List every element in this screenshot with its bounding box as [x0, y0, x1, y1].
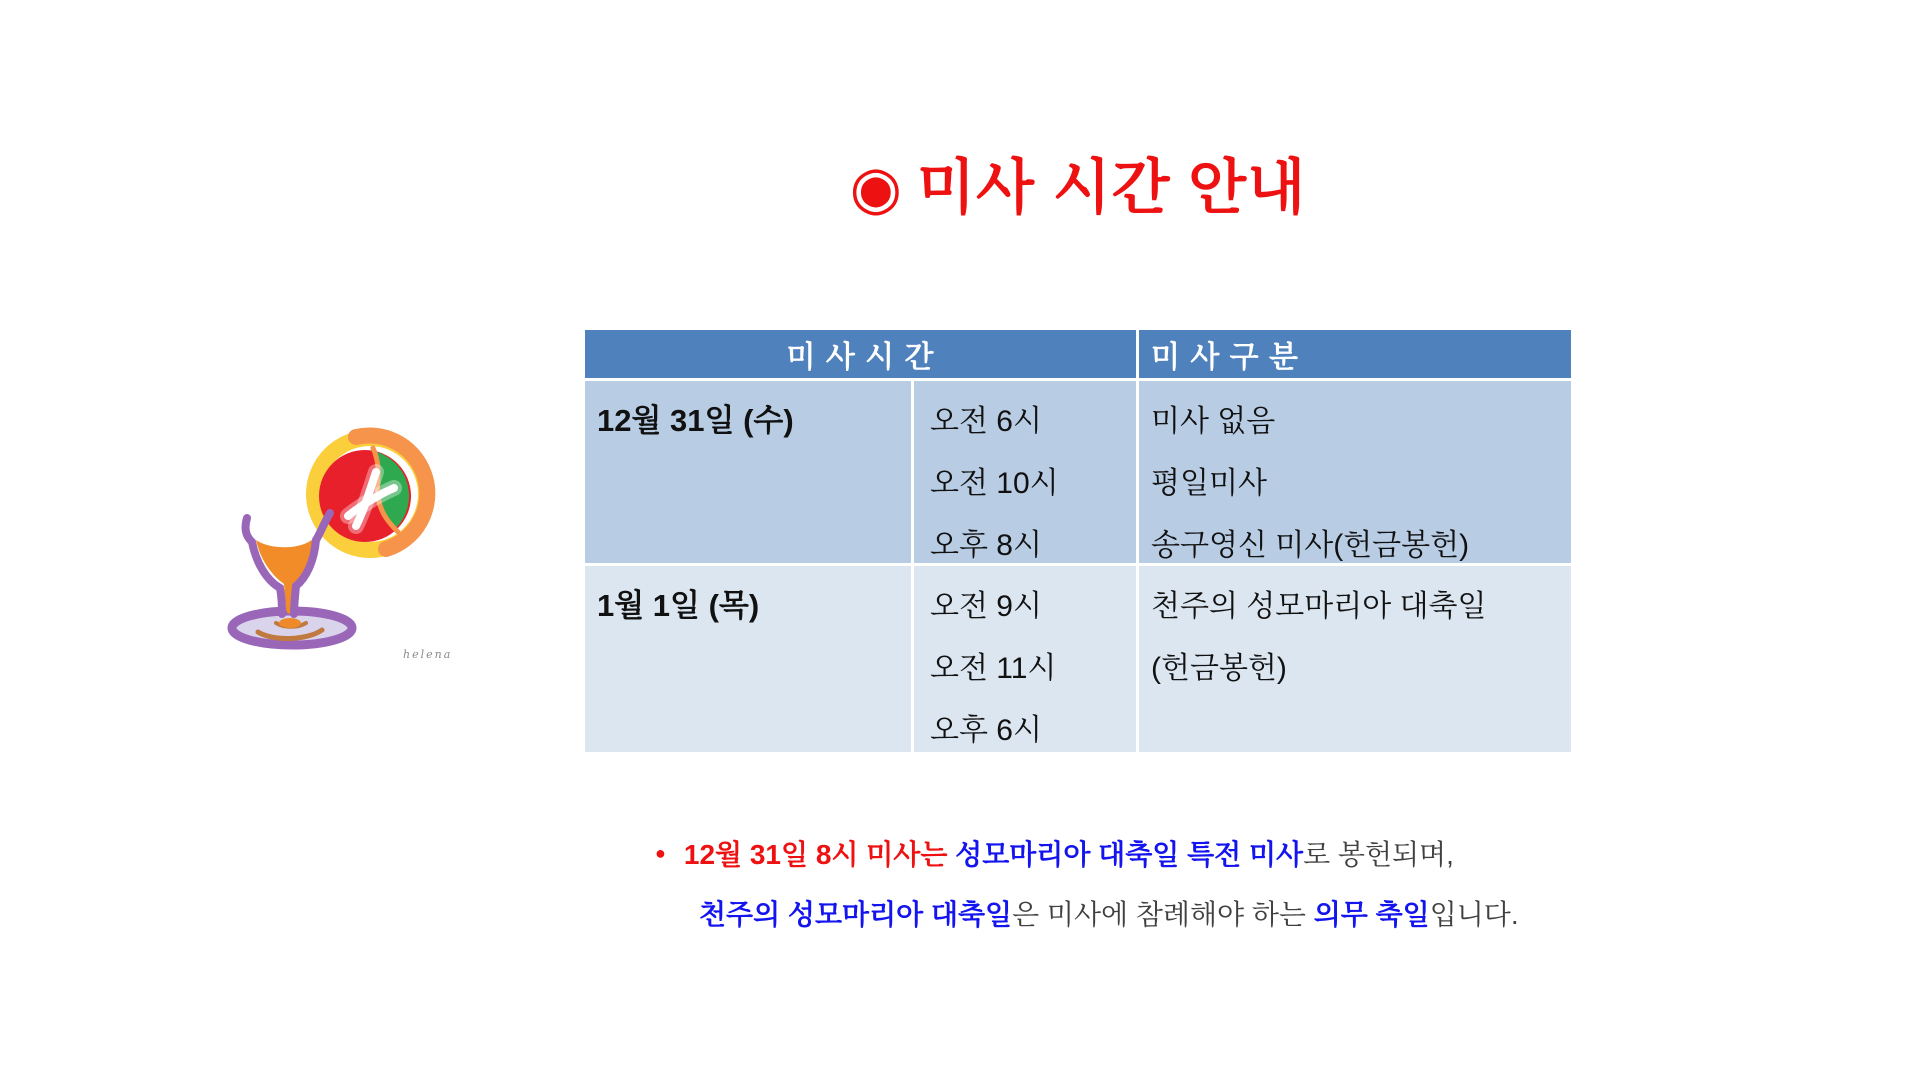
header-mass-category: 미 사 구 분	[1139, 330, 1571, 378]
footnote2-blue-text-2: 의무 축일	[1313, 899, 1430, 930]
category-entry: 미사 없음	[1151, 405, 1276, 438]
table-row2-times	[914, 566, 1136, 752]
host-circle	[314, 435, 427, 550]
category-entry: 송구영신 미사(헌금봉헌)	[1151, 529, 1470, 562]
time-entry: 오전 9시	[930, 590, 1042, 623]
category-entry: 천주의 성모마리아 대축일	[1151, 590, 1487, 623]
page-title-text: 미사 시간 안내	[917, 154, 1307, 221]
header-mass-time: 미 사 시 간	[585, 330, 1136, 378]
footnote1-dark-text: 로 봉헌되며,	[1303, 839, 1454, 870]
table-row2-categories	[1139, 566, 1571, 752]
footnote-line2	[699, 893, 1519, 933]
chalice-and-host-illustration	[210, 410, 480, 680]
time-entry: 오후 8시	[930, 529, 1042, 562]
page-title	[585, 150, 1571, 226]
footnote2-dark-text-1: 은 미사에 참례해야 하는	[1012, 899, 1314, 930]
category-entry: 평일미사	[1151, 467, 1267, 500]
bullet-icon: ●	[655, 842, 666, 863]
table-row2-date: 1월 1일 (목)	[585, 566, 911, 752]
footnote1-blue-text: 성모마리아 대축일 특전 미사	[955, 839, 1304, 870]
footnote2-dark-text-2: 입니다.	[1429, 899, 1519, 930]
category-entry: (헌금봉헌)	[1151, 652, 1287, 685]
table-row1-times	[914, 381, 1136, 563]
footnote1-red-text: 12월 31일 8시 미사는	[683, 839, 956, 870]
mass-schedule-table	[585, 330, 1571, 752]
fisheye-bullet-icon: ◉	[849, 154, 904, 221]
table-row1-date: 12월 31일 (수)	[585, 381, 911, 563]
footnote2-blue-text-1: 천주의 성모마리아 대축일	[699, 899, 1013, 930]
time-entry: 오전 6시	[930, 405, 1042, 438]
footnote-line1	[655, 833, 1454, 873]
table-row1-categories	[1139, 381, 1571, 563]
time-entry: 오후 6시	[930, 714, 1042, 747]
time-entry: 오전 10시	[930, 467, 1059, 500]
artist-signature: helena	[403, 648, 453, 661]
time-entry: 오전 11시	[930, 652, 1057, 685]
